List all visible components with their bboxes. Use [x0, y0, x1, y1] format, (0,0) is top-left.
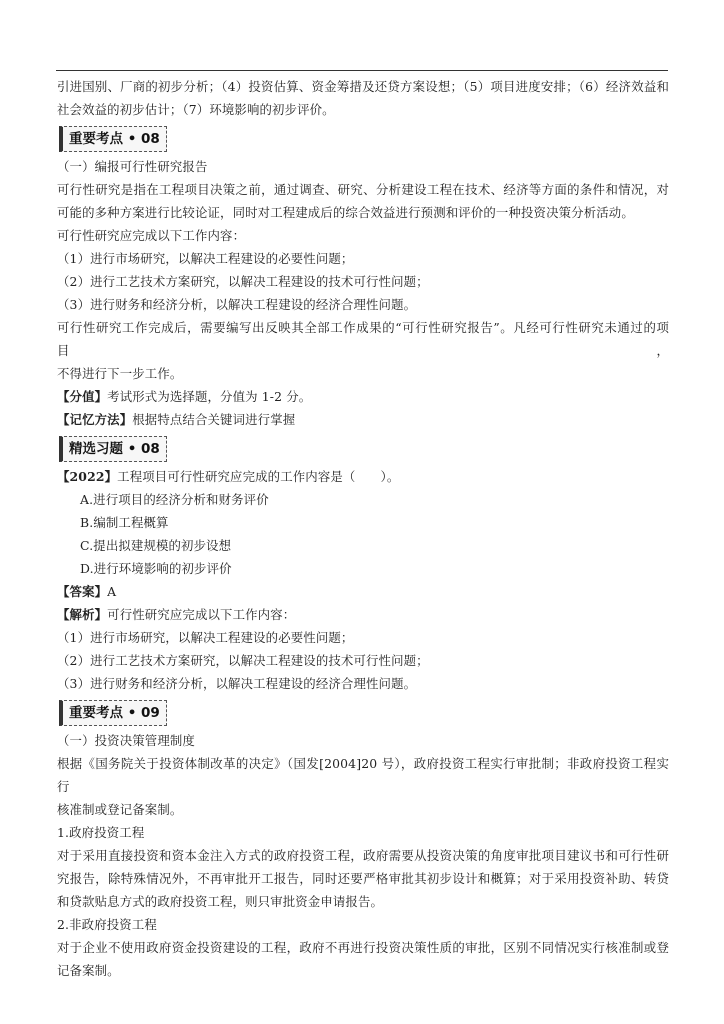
- question-text: 工程项目可行性研究应完成的工作内容是（ ）。: [117, 469, 400, 484]
- section-09-para2-line2: 究报告，除特殊情况外，不再审批开工报告，同时还要严格审批其初步设计和概算；对于采用投资补助、转贷: [57, 871, 669, 886]
- answer: [57, 580, 669, 603]
- option-d: D.进行环境影响的初步评价: [80, 561, 232, 576]
- header-rule: [56, 70, 668, 71]
- section-08-para2: 可行性研究应完成以下工作内容：: [57, 228, 246, 243]
- intro-line-2: 社会效益的初步估计；（7）环境影响的初步评价。: [57, 102, 335, 117]
- answer-label: 【答案】: [57, 584, 108, 599]
- section-09-para1-line2: 核准制或登记备案制。: [57, 802, 183, 817]
- section-08-item-3: （3）进行财务和经济分析，以解决工程建设的经济合理性问题。: [57, 297, 417, 312]
- section-08-subtitle: （一）编报可行性研究报告: [57, 159, 208, 174]
- memory-label: 【记忆方法】: [57, 412, 133, 427]
- section-09-para3-line1: 对于企业不使用政府资金投资建设的工程，政府不再进行投资决策性质的审批，区别不同情况实行核准制或登: [57, 940, 669, 955]
- memory-text: 根据特点结合关键词进行掌握: [132, 412, 296, 427]
- section-08-badge: 重要考点 • 08: [59, 126, 167, 152]
- section-08-para3-line1: 可行性研究工作完成后，需要编写出反映其全部工作成果的“可行性研究报告”。凡经可行性研究未通过的项目，: [57, 320, 669, 358]
- analysis-text: 可行性研究应完成以下工作内容：: [107, 607, 296, 622]
- answer-text: A: [107, 584, 117, 599]
- section-09-para3-line2: 记备案制。: [57, 963, 120, 978]
- intro-line-1: 引进国别、厂商的初步分析；（4）投资估算、资金筹措及还贷方案设想；（5）项目进度安排；（6）经济效益和: [57, 79, 669, 94]
- section-09-badge: 重要考点 • 09: [59, 700, 167, 726]
- score-note: [57, 385, 669, 408]
- section-09-subtitle: （一）投资决策管理制度: [57, 733, 195, 748]
- page-content: [57, 75, 669, 982]
- score-text: 考试形式为选择题，分值为 1-2 分。: [107, 389, 312, 404]
- exercise-08-badge: 精选习题 • 08: [59, 436, 167, 462]
- analysis-label: 【解析】: [57, 607, 108, 622]
- section-08-para1-line2: 可能的多种方案进行比较论证，同时对工程建成后的综合效益进行预测和评价的一种投资决策分析活动。: [57, 205, 634, 220]
- question: [57, 465, 669, 488]
- section-08-para1-line1: 可行性研究是指在工程项目决策之前，通过调查、研究、分析建设工程在技术、经济等方面的条件和情况，对: [57, 182, 669, 197]
- analysis-item-1: （1）进行市场研究，以解决工程建设的必要性问题；: [57, 630, 354, 645]
- section-09-para2-line3: 和贷款贴息方式的政府投资工程，则只审批资金申请报告。: [57, 894, 384, 909]
- section-08-para3-line2: 不得进行下一步工作。: [57, 366, 183, 381]
- analysis-item-3: （3）进行财务和经济分析，以解决工程建设的经济合理性问题。: [57, 676, 417, 691]
- section-08-badge-wrap: [57, 123, 669, 153]
- exercise-08-badge-wrap: [57, 433, 669, 463]
- analysis-item-2: （2）进行工艺技术方案研究，以解决工程建设的技术可行性问题；: [57, 653, 429, 668]
- section-09-para1-line1: 根据《国务院关于投资体制改革的决定》（国发[2004]20 号），政府投资工程实行审批制；非政府投资工程实行: [57, 756, 669, 794]
- memory-note: [57, 408, 669, 431]
- section-09-para2-line1: 对于采用直接投资和资本金注入方式的政府投资工程，政府需要从投资决策的角度审批项目建议书和可行性研: [57, 848, 669, 863]
- option-c: C.提出拟建规模的初步设想: [80, 538, 232, 553]
- section-08-item-2: （2）进行工艺技术方案研究，以解决工程建设的技术可行性问题；: [57, 274, 429, 289]
- option-a: A.进行项目的经济分析和财务评价: [80, 492, 269, 507]
- section-09-badge-wrap: [57, 697, 669, 727]
- option-b: B.编制工程概算: [80, 515, 169, 530]
- section-08-item-1: （1）进行市场研究，以解决工程建设的必要性问题；: [57, 251, 354, 266]
- analysis: [57, 603, 669, 626]
- section-09-heading-1: 1.政府投资工程: [57, 825, 145, 840]
- score-label: 【分值】: [57, 389, 108, 404]
- section-09-heading-2: 2.非政府投资工程: [57, 917, 157, 932]
- question-tag: 【2022】: [57, 469, 118, 484]
